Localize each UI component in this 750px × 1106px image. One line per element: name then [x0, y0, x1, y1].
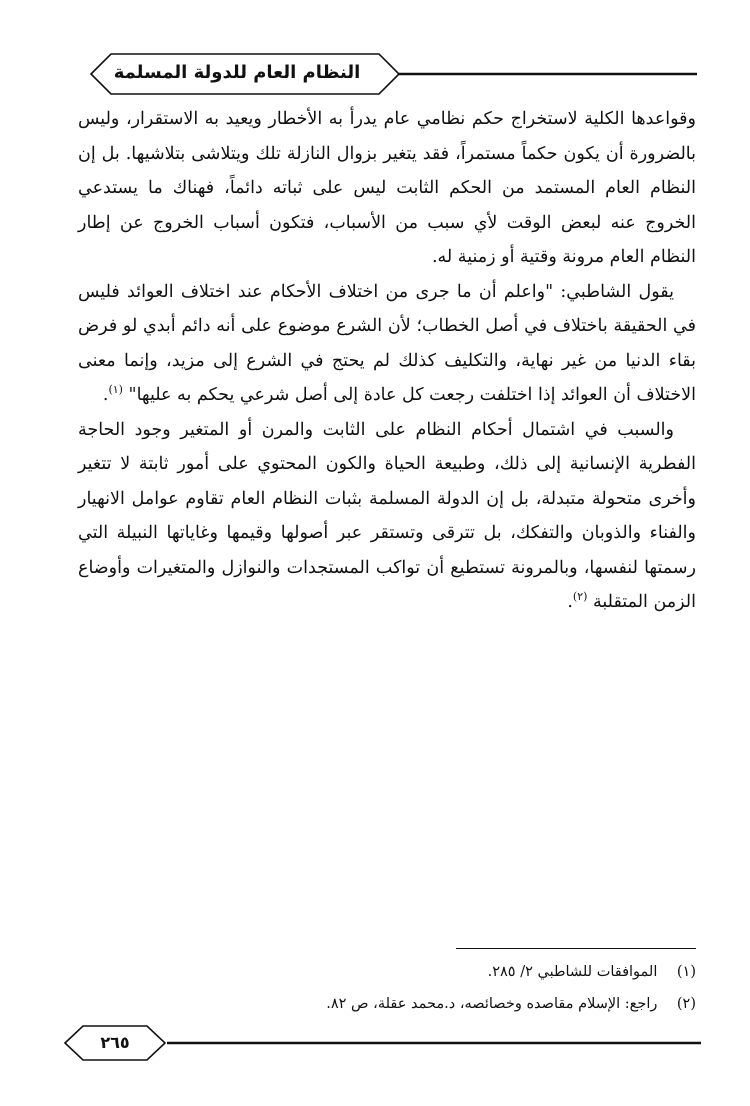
footnote-divider: [456, 948, 696, 949]
footnote-number: (٢): [676, 996, 696, 1012]
quote-text: يقول الشاطبي: "واعلم أن ما جرى من اختلاف الأحكام عند اختلاف العوائد فليس في الحقيقة باختلاف في أصل الخطاب؛ لأن الشرع موضوع على أنه دائم أبدي لو فرض بقاء الدنيا من غير نهاية، والتكليف كذلك لم يحتج في الشرع إلى مزيد، وإنما معنى الاختلاف أن العوائد إذا اختلفت رجعت كل عادة إلى أصل شرعي يحكم به عليها": [78, 281, 696, 405]
quote-paragraph: [78, 275, 696, 413]
footnote-ref[interactable]: (٢): [572, 590, 588, 604]
sentence-end: .: [102, 385, 109, 405]
footnote-text: راجع: الإسلام مقاصده وخصائصه، د.محمد عقلة، ص ٨٢.: [326, 996, 658, 1012]
footnote-item: [78, 988, 696, 1020]
footnotes: [78, 956, 696, 1020]
body-text: [78, 102, 696, 620]
footnote-text: الموافقات للشاطبي ٢/ ٢٨٥.: [487, 964, 658, 980]
footnote-item: [78, 956, 696, 988]
footnote-number: (١): [676, 964, 696, 980]
footnote-ref[interactable]: (١): [108, 383, 123, 397]
page-number: ٢٦٥: [100, 1033, 130, 1052]
paragraph: وقواعدها الكلية لاستخراج حكم نظامي عام يدرأ به الأخطار ويعيد به الاستقرار، وليس بالضرورة أن يكون حكماً مستمراً، فقد يتغير بزوال النازلة تلك ويتلاشى بتلاشيها. بل إن النظام العام المستمد من الحكم الثابت ليس على ثباته دائماً، فهناك ما يستدعي الخروج عنه لبعض الوقت لأي سبب من الأسباب، فتكون أسباب الخروج عن إطار النظام العام مرونة وقتية أو زمنية له.: [78, 109, 696, 267]
page-footer: [55, 1022, 705, 1066]
running-title: النظام العام للدولة المسلمة: [113, 62, 361, 83]
running-header: [75, 50, 700, 98]
closing-paragraph: [78, 413, 696, 620]
closing-text: والسبب في اشتمال أحكام النظام على الثابت والمرن أو المتغير وجود الحاجة الفطرية الإنسانية إلى ذلك، وطبيعة الحياة والكون المحتوي على أمور ثابتة لا تتغير وأخرى متحولة متبدلة، بل إن الدولة المسلمة بثبات النظام العام تقاوم عوامل الانهيار والفناء والذوبان والتفكك، بل تترقى وتستقر عبر أصولها وقيمها وغاياتها النبيلة التي رسمتها لنفسها، وبالمرونة تستطيع أن تواكب المستجدات والنوازل والمتغيرات وأوضاع الزمن المتقلبة: [78, 419, 696, 612]
sentence-end: .: [567, 592, 573, 612]
